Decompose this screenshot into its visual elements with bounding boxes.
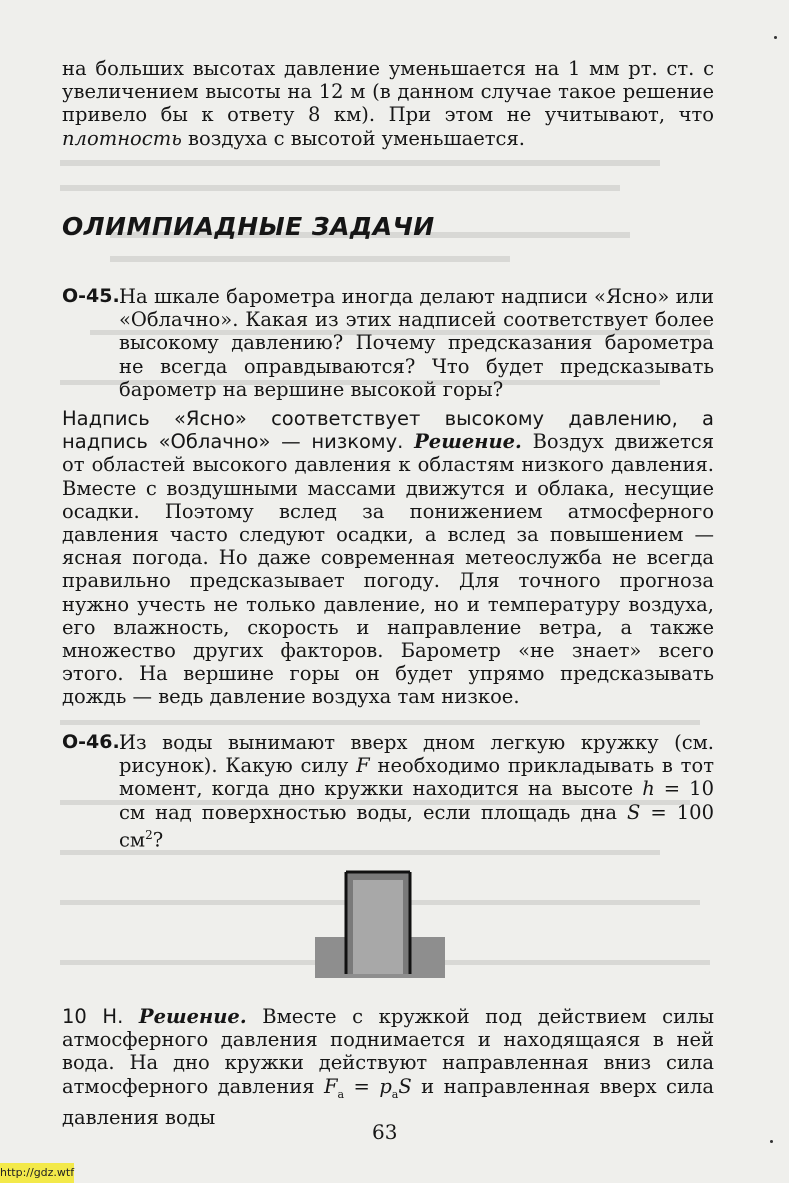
intro-paragraph <box>62 57 714 150</box>
solution-text: Вместе с кружкой под действием силы атмосферного давления поднимается и находящаяся в ней вода. На дно кружки действуют направленная вниз сила атмосферного давления <box>62 1005 715 1098</box>
intro-text-b: воздуха с высотой уменьшается. <box>181 126 525 150</box>
question-text: Из воды вынимают вверх дном легкую кружку (см. рисунок). Какую силу <box>119 731 714 778</box>
question-text: ? <box>152 828 164 852</box>
scan-speck <box>770 1140 773 1143</box>
exponent: 2 <box>145 827 153 842</box>
subscript-a: a <box>337 1087 345 1101</box>
problem-number: О-46. <box>62 731 120 753</box>
solution-text: и направленная вверх сила давления воды <box>62 1074 714 1129</box>
var-S: S <box>398 1074 412 1098</box>
var-F: F <box>356 754 370 778</box>
problem-o46 <box>62 731 714 852</box>
problem-number: О-45. <box>62 285 120 307</box>
problem-question: На шкале барометра иногда делают надписи «Ясно» или «Облачно». Какая из этих надписей соответствует более высокому давлению? Почему предсказания барометра не всегда оправдываются? Что будет предсказывать барометр на вершине высокой горы? <box>119 285 714 401</box>
answer-lead: Надпись «Ясно» соответствует высокому давлению, а надпись «Облачно» — низкому. <box>62 407 714 454</box>
answer-lead: 10 Н. <box>62 1005 124 1028</box>
question-text: необходимо прикладывать в тот момент, когда дно кружки находится на высоте <box>119 754 714 801</box>
var-Fa: F <box>323 1074 338 1098</box>
question-text: = 100 см <box>119 800 714 852</box>
subscript-a: a <box>391 1087 399 1101</box>
problem-o45 <box>62 285 714 401</box>
var-S: S <box>627 800 641 824</box>
var-h: h <box>642 777 655 801</box>
solution-text: Воздух движется от областей высокого давления к областям низкого давления. Вместе с воздушными массами движутся и облака, несущие осадки. Поэтому вслед за понижением атмосферного давления часто следуют осадки, а вслед за повышением — ясная погода. Но даже современная метеослужба не всегда правильно предсказывает погоду. Для точного прогноза нужно учесть не только давление, но и температуру воздуха, его влажность, скорость и направление ветра, а также множество других факторов. Барометр «не знает» всего этого. На вершине горы он будет упрямо предсказывать дождь — ведь давление воздуха там низкое. <box>62 430 714 709</box>
var-pa: p <box>379 1074 392 1098</box>
intro-text-a: на больших высотах давление уменьшается на 1 мм рт. ст. с увеличением высоты на 12 м (в данном случае такое решение привело бы к ответу 8 км). При этом не учитывают, что <box>62 57 714 127</box>
section-heading: ОЛИМПИАДНЫЕ ЗАДАЧИ <box>62 212 435 241</box>
intro-emphasis: плотность <box>62 126 182 150</box>
equals: = <box>344 1074 380 1098</box>
solution-label: Решение. <box>138 1005 247 1028</box>
scan-speck <box>774 36 777 39</box>
solution-label: Решение. <box>414 430 522 454</box>
question-text: = 10 см над поверхностью воды, если площадь дна <box>119 777 714 824</box>
mug-in-water-figure <box>315 870 445 980</box>
problem-o46-answer <box>62 1005 714 1129</box>
page-number: 63 <box>372 1120 398 1144</box>
problem-o45-answer <box>62 407 714 709</box>
problem-question <box>119 731 714 852</box>
watermark-link[interactable]: http://gdz.wtf <box>0 1163 74 1183</box>
mug-inner <box>353 880 403 974</box>
